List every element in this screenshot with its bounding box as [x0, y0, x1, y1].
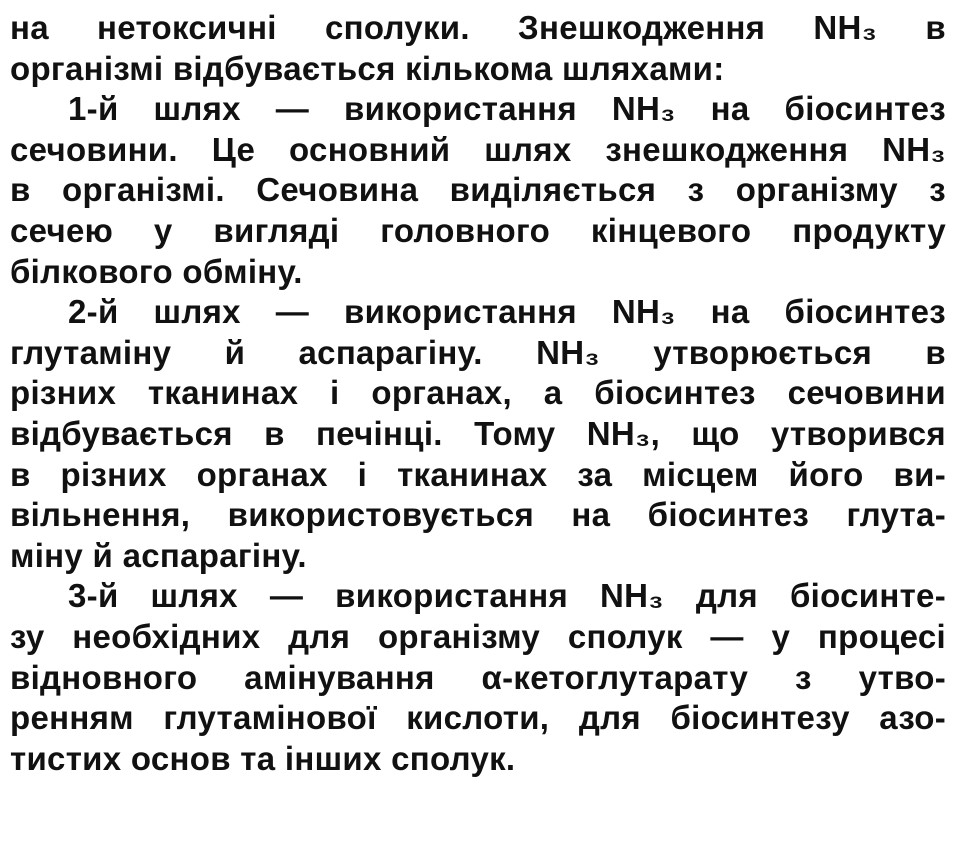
text-line: сечею у вигляді головного кінцевого продукту — [10, 211, 946, 249]
text-line: глутаміну й аспарагіну. NH₃ утворюється в — [10, 333, 946, 371]
text-line: на нетоксичні сполуки. Знешкодження NH₃ в — [10, 9, 946, 46]
text-line: ренням глутамінової кислоти, для біосинтезу азо- — [10, 699, 946, 737]
text-line: різних тканинах і органах, а біосинтез сечовини — [10, 374, 946, 412]
text-line: білкового обміну. — [10, 252, 303, 290]
text-line: сечовини. Це основний шлях знешкодження NH₃ — [10, 130, 946, 168]
text-line: 1-й шлях — використання NH₃ на біосинтез — [68, 90, 946, 128]
text-line: 2-й шлях — використання NH₃ на біосинтез — [68, 293, 946, 331]
text-line: зу необхідних для організму сполук — у процесі — [10, 617, 946, 655]
text-line: організмі відбувається кількома шляхами: — [10, 49, 725, 87]
document-page — [10, 8, 946, 779]
text-line: тистих основ та інших сполук. — [10, 739, 516, 777]
text-line: вільнення, використовується на біосинтез глута- — [10, 496, 946, 534]
text-line: в різних органах і тканинах за місцем його ви- — [10, 455, 946, 493]
text-line: в організмі. Сечовина виділяється з організму з — [10, 171, 946, 209]
text-line: відбувається в печінці. Тому NH₃, що утворився — [10, 414, 946, 452]
text-line: відновного амінування α-кетоглутарату з утво- — [10, 658, 946, 696]
text-line: міну й аспарагіну. — [10, 536, 307, 574]
text-line: 3-й шлях — використання NH₃ для біосинте- — [68, 577, 946, 615]
